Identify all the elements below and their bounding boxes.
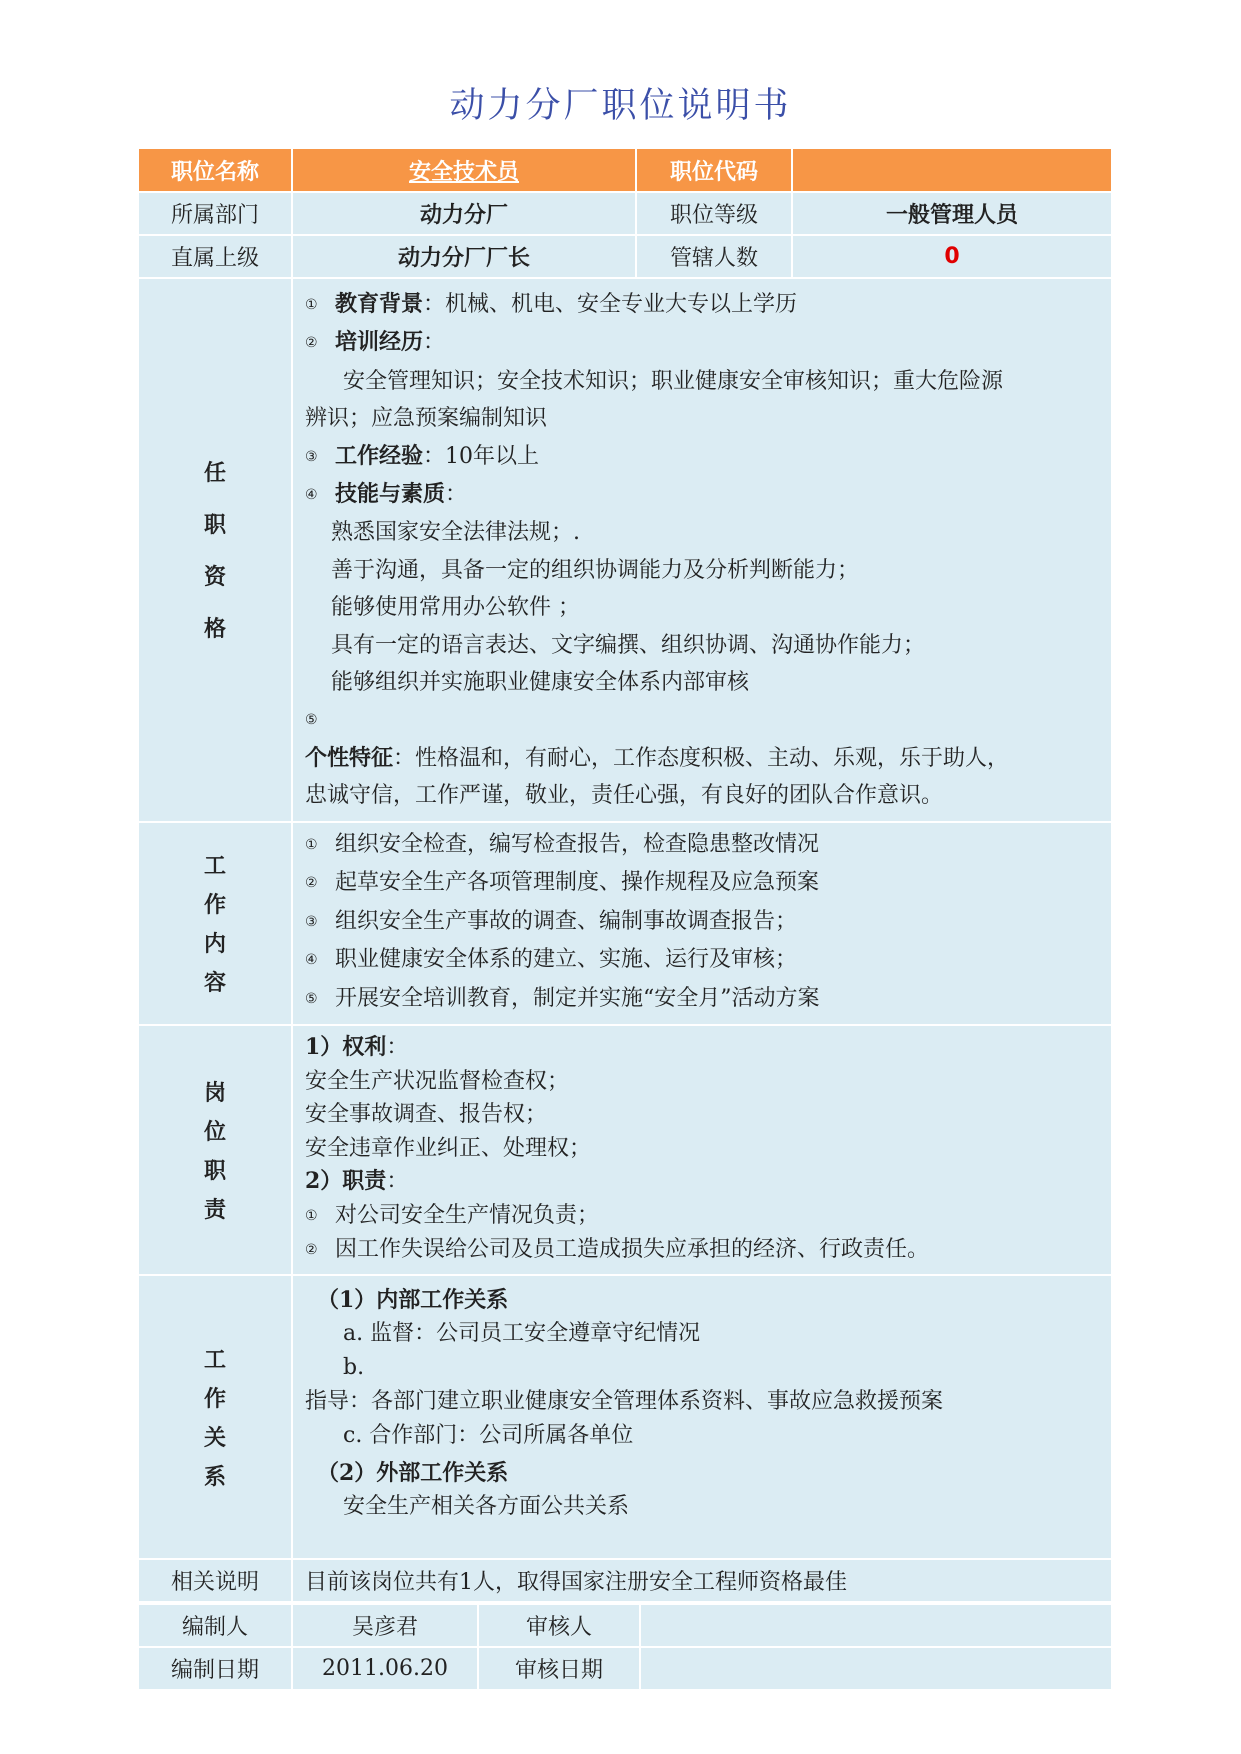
- skill-item: 能够使用常用办公软件 ；: [331, 595, 580, 621]
- date-value: 2011.06.20: [293, 1648, 477, 1689]
- external-relations-text: 安全生产相关各方面公共关系: [343, 1494, 630, 1520]
- cooperation-line: c. 合作部门：公司所属各单位: [343, 1422, 634, 1448]
- superior-row: [139, 236, 1111, 277]
- notes-value: 目前该岗位共有1人，取得国家注册安全工程师资格最佳: [293, 1560, 1111, 1601]
- personality-number: ⑤: [305, 712, 318, 729]
- document-title: 动力分厂职位说明书: [449, 86, 792, 126]
- notes-label: 相关说明: [139, 1560, 291, 1601]
- work-item: ① 组织安全检查，编写检查报告，检查隐患整改情况: [305, 831, 820, 857]
- relations-row: [139, 1276, 1111, 1558]
- duties-row: [139, 1026, 1111, 1274]
- skill-item: 具有一定的语言表达、文字编撰、组织协调、沟通协作能力；: [331, 632, 926, 658]
- signature-table: [137, 1603, 1113, 1691]
- work-content-row: [139, 823, 1111, 1025]
- position-code-label: 职位代码: [637, 149, 791, 191]
- training-line: ② 培训经历：: [305, 329, 446, 356]
- work-content-label: 工 作 内 容: [139, 823, 291, 1025]
- work-content-list: [293, 823, 1111, 1025]
- skills-line: ④ 技能与素质：: [305, 481, 468, 508]
- training-detail-1: 安全管理知识；安全技术知识；职业健康安全审核知识；重大危险源: [343, 368, 1004, 394]
- responsibility-item: ② 因工作失误给公司及员工造成损失应承担的经济、行政责任。: [305, 1237, 930, 1263]
- author-row: [139, 1605, 1111, 1646]
- training-detail-2: 辨识；应急预案编制知识: [305, 406, 548, 432]
- item-b-line: b.: [343, 1355, 365, 1381]
- responsibility-item: ① 对公司安全生产情况负责；: [305, 1202, 600, 1228]
- superior-value: 动力分厂厂长: [293, 236, 635, 277]
- department-row: [139, 193, 1111, 234]
- work-item: ③ 组织安全生产事故的调查、编制事故调查报告；: [305, 908, 798, 934]
- responsibility-title: 2）职责：: [305, 1168, 409, 1195]
- skill-item: 熟悉国家安全法律法规；.: [331, 520, 580, 546]
- duties-label: 岗 位 职 责: [139, 1026, 291, 1274]
- position-name-label: 职位名称: [139, 149, 291, 191]
- subordinates-label: 管辖人数: [637, 236, 791, 277]
- external-relations-title: （2）外部工作关系: [317, 1459, 509, 1486]
- qualifications-row: [139, 279, 1111, 821]
- work-item: ⑤ 开展安全培训教育，制定并实施“安全月”活动方案: [305, 985, 820, 1011]
- rights-title: 1）权利：: [305, 1034, 409, 1061]
- internal-relations-title: （1）内部工作关系: [317, 1286, 509, 1313]
- skill-item: 善于沟通，具备一定的组织协调能力及分析判断能力；: [331, 557, 860, 583]
- grade-value: 一般管理人员: [793, 193, 1111, 234]
- guidance-line: 指导：各部门建立职业健康安全管理体系资料、事故应急救援预案: [305, 1389, 944, 1415]
- experience-line: ③ 工作经验：10年以上: [305, 442, 540, 469]
- personality-line-2: 忠诚守信，工作严谨，敬业，责任心强，有良好的团队合作意识。: [305, 783, 944, 809]
- notes-row: [139, 1560, 1111, 1601]
- position-name-value: 安全技术员: [293, 149, 635, 191]
- relations-content: [293, 1276, 1111, 1558]
- duties-content: [293, 1026, 1111, 1274]
- skill-item: 能够组织并实施职业健康安全体系内部审核: [331, 670, 750, 696]
- author-label: 编制人: [139, 1605, 291, 1646]
- work-item: ② 起草安全生产各项管理制度、操作规程及应急预案: [305, 870, 820, 896]
- date-label: 编制日期: [139, 1648, 291, 1689]
- header-row: [139, 149, 1111, 191]
- relations-label: 工 作 关 系: [139, 1276, 291, 1558]
- supervision-line: a. 监督：公司员工安全遵章守纪情况: [343, 1321, 701, 1347]
- position-code-value: [793, 149, 1111, 191]
- job-description-table: [137, 147, 1113, 1603]
- department-label: 所属部门: [139, 193, 291, 234]
- review-date-label: 审核日期: [479, 1648, 639, 1689]
- subordinates-value: 0: [793, 236, 1111, 277]
- grade-label: 职位等级: [637, 193, 791, 234]
- personality-line: 个性特征：性格温和，有耐心，工作态度积极、主动、乐观，乐于助人，: [305, 744, 1010, 771]
- right-item: 安全事故调查、报告权；: [305, 1102, 548, 1128]
- reviewer-label: 审核人: [479, 1605, 639, 1646]
- right-item: 安全生产状况监督检查权；: [305, 1068, 570, 1094]
- review-date-value: [641, 1648, 1111, 1689]
- reviewer-value: [641, 1605, 1111, 1646]
- qualifications-content: [293, 279, 1111, 821]
- author-value: 吴彦君: [293, 1605, 477, 1646]
- superior-label: 直属上级: [139, 236, 291, 277]
- qualifications-label: 任 职 资 格: [139, 279, 291, 821]
- department-value: 动力分厂: [293, 193, 635, 234]
- education-line: ① 教育背景：机械、机电、安全专业大专以上学历: [305, 291, 798, 317]
- work-item: ④ 职业健康安全体系的建立、实施、运行及审核；: [305, 947, 798, 973]
- right-item: 安全违章作业纠正、处理权；: [305, 1135, 592, 1161]
- date-row: [139, 1648, 1111, 1689]
